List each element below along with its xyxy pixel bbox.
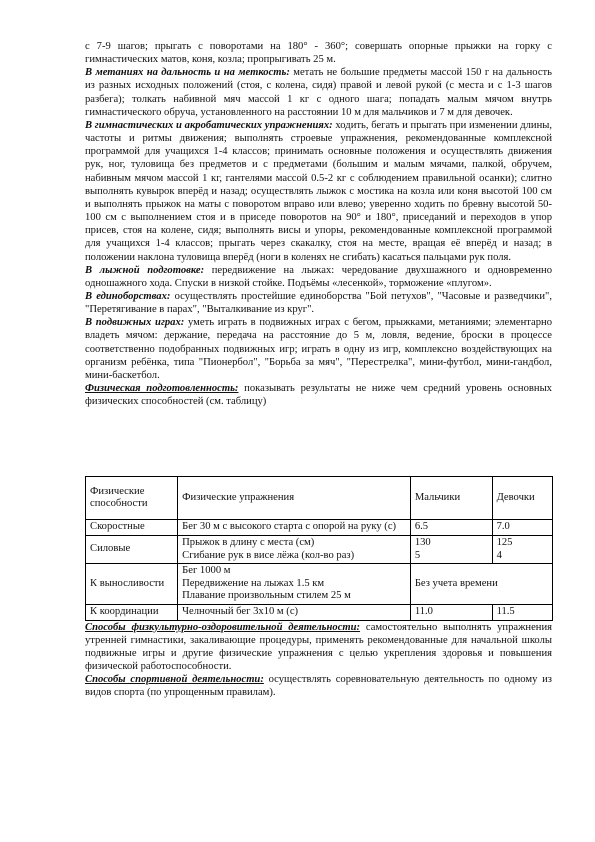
header-exercises: Физические упражнения — [178, 477, 411, 520]
header-girls: Девочки — [492, 477, 552, 520]
paragraph-health-methods: Способы физкультурно-оздоровительной деятельности: самостоятельно выполнять упражнения утренней гимнастики, закаливающие процедуры, применять рекомендованные для начальной школы подвижные игры и другие физические упражнения с целью укрепления здоровья и повышения физической работоспособности. — [85, 621, 552, 672]
header-abilities: Физические способности — [86, 477, 178, 520]
paragraph-lead: Способы физкультурно-оздоровительной деятельности: — [85, 621, 361, 633]
girls-cell: 7.0 — [492, 520, 552, 536]
blank-space — [85, 408, 552, 476]
header-boys: Мальчики — [410, 477, 492, 520]
paragraph-lead: В подвижных играх: — [85, 317, 185, 329]
paragraph-lead: Физическая подготовленность: — [85, 383, 239, 395]
exercise-cell: Челночный бег 3х10 м (с) — [178, 604, 411, 620]
merged-result-cell: Без учета времени — [410, 564, 552, 605]
paragraph-lead: Способы спортивной деятельности: — [85, 674, 264, 686]
boys-cell: 11.0 — [410, 604, 492, 620]
ability-cell: Силовые — [86, 535, 178, 563]
paragraph-lead: В единоборствах: — [85, 290, 171, 302]
table-row — [86, 520, 553, 536]
paragraph-sport-methods: Способы спортивной деятельности: осуществлять соревновательную деятельность по одному из видов спорта (по упрощенным правилам). — [85, 674, 552, 699]
paragraph-games: В подвижных играх: уметь играть в подвижных играх с бегом, прыжками, метаниями; элементарно владеть мячом: держание, передача на расстояние до 5 м, ловля, ведение, броски в процессе соответственно подобранных подвижных игр; играть в одну из игр, комплексно воздействующих на организм ребёнка, типа "Пионербол", "Борьба за мяч", "Перестрелка", мини-футбол, мини-гандбол, мини-баскетбол. — [85, 317, 552, 381]
girls-cell: 125 4 — [492, 535, 552, 563]
paragraph-skiing: В лыжной подготовке: передвижение на лыжах: чередование двухшажного и одновременно одношажного хода. Спуски в низкой стойке. Подъёмы «лесенкой», торможение «плугом». — [85, 264, 552, 289]
exercise-cell: Бег 1000 м Передвижение на лыжах 1.5 км Плавание произвольным стилем 25 м — [178, 564, 411, 605]
paragraph-martial: В единоборствах: осуществлять простейшие единоборства "Бой петухов", "Часовые и разведчики", "Перетягивание в парах", "Выталкивание из круг". — [85, 290, 553, 316]
girls-cell: 11.5 — [492, 604, 552, 620]
exercise-cell: Прыжок в длину с места (см) Сгибание рук в висе лёжа (кол-во раз) — [178, 535, 411, 563]
ability-cell: Скоростные — [86, 520, 178, 536]
boys-cell: 130 5 — [410, 535, 492, 563]
ability-cell: К координации — [86, 604, 178, 620]
paragraph-lead: В гимнастических и акробатических упражнениях: — [85, 119, 333, 131]
document-page — [85, 40, 552, 699]
paragraph-jumps-continued: с 7-9 шагов; прыгать с поворотами на 180° - 360°; совершать опорные прыжки на горку с гимнастических матов, коня, козла; пропрыгивать 25 м. — [85, 41, 552, 66]
paragraph-fitness: Физическая подготовленность: показывать результаты не ниже чем средний уровень основных физических способностей (см. таблицу) — [85, 383, 552, 408]
table-header-row — [86, 477, 553, 520]
paragraph-lead: В лыжной подготовке: — [85, 264, 205, 276]
fitness-norms-table — [85, 476, 553, 620]
table-row — [86, 535, 553, 563]
paragraph-lead: В метаниях на дальность и на меткость: — [85, 67, 290, 79]
table-row — [86, 564, 553, 605]
table-row — [86, 604, 553, 620]
exercise-cell: Бег 30 м с высокого старта с опорой на руку (с) — [178, 520, 411, 536]
paragraph-throwing: В метаниях на дальность и на меткость: метать не большие предметы массой 150 г на дальность из разных исходных положений (стоя, с колена, сидя) правой и левой рукой (с места и с 1-3 шагов разбега); толкать набивной мяч массой 1 кг с одного шага; попадать малым мячом внутрь гимнастического обруча, установленного на расстоянии 10 м для мальчиков и 7 м для девочек. — [85, 67, 552, 118]
ability-cell: К выносливости — [86, 564, 178, 605]
paragraph-gymnastics: В гимнастических и акробатических упражнениях: ходить, бегать и прыгать при изменении длины, частоты и ритмы движения; выполнять строевые упражнения, рекомендованные комплексной программой для учащихся 1-4 классов; принимать основные положения и осуществлять движения рук, ног, туловища без предметов и с предметами (большим и малым мячами, палкой, обручем, набивным мячом массой 1 кг, гантелями массой 0.5-2 кг с соблюдением правильной осанки); слитно выполнять кувырок вперёд и назад; осуществлять лыжок с мостика на козла или коня высотой 100 см и выполнять прыжок на маты с поворотом вправо или влево; уверенно ходить по бревну высотой 50-100 см с выполнением стоя и в приседе поворотов на 90° и 180°, приседаний и переходов в упор присев, стоя на колене, сидя; выполнять висы и упоры, рекомендованные комплексной программой для учащихся 1-4 классов; прыгать через скакалку, стоя на месте, вращая её вперёд и назад; в положении наклона туловища вперёд (ноги в коленях не сгибать) касаться пальцами рук поля. — [85, 119, 553, 263]
boys-cell: 6.5 — [410, 520, 492, 536]
